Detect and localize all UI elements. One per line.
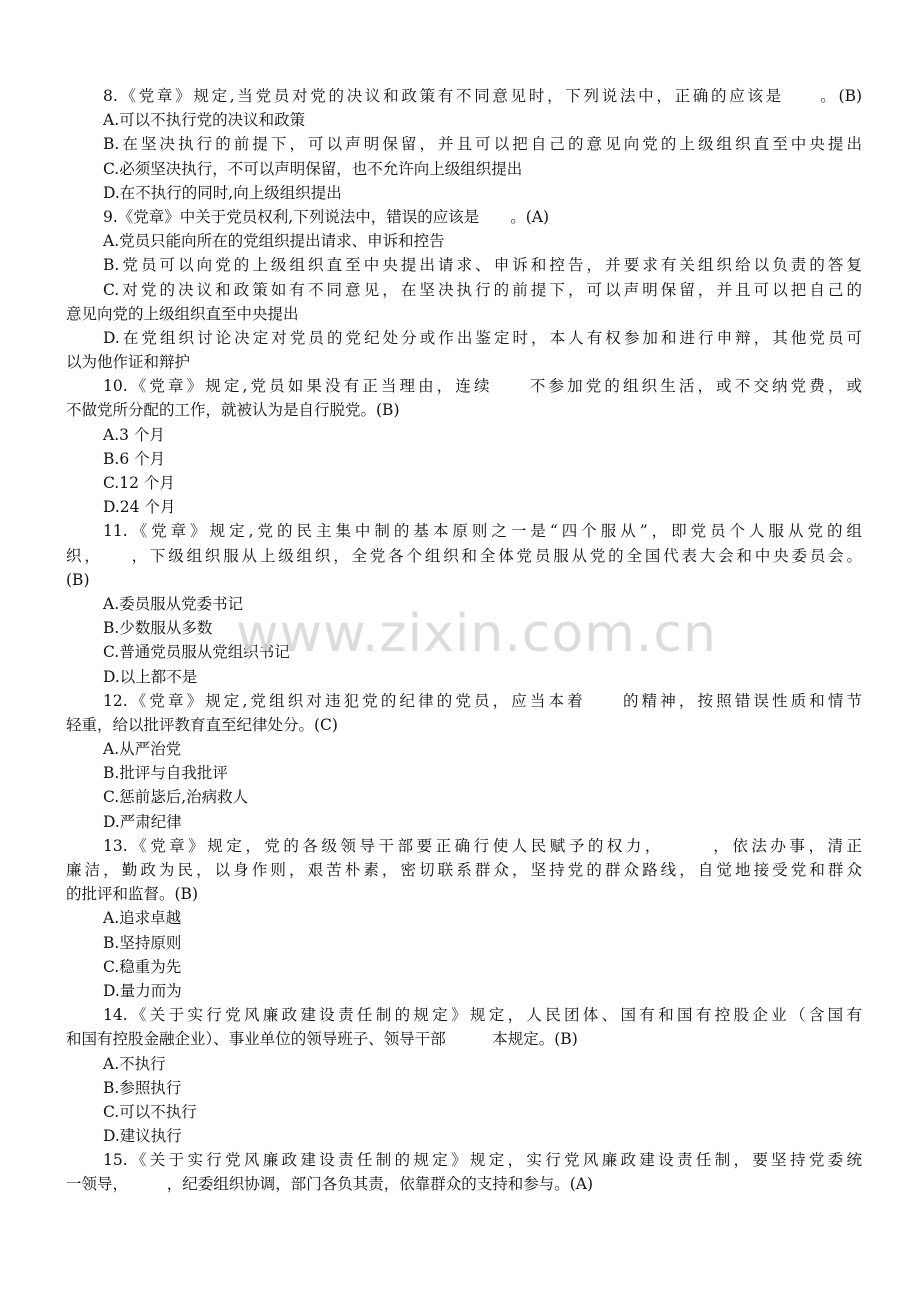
text-line: B.坚持原则: [103, 933, 182, 952]
text-line: D.24 个月: [103, 498, 176, 517]
text-line: D.在党组织讨论决定对党员的党纪处分或作出鉴定时，本人有权参加和进行申辩，其他党员可: [103, 328, 862, 347]
text-line: D.严肃纪律: [103, 812, 182, 831]
text-line: D.量力而为: [103, 981, 182, 1000]
text-line: 11.《党章》规定,党的民主集中制的基本原则之一是“四个服从”，即党员个人服从党的组: [103, 522, 862, 541]
text-line: C.惩前毖后,治病救人: [103, 788, 249, 807]
text-line: 14.《关于实行党风廉政建设责任制的规定》规定，人民团体、国有和国有控股企业（含国有: [103, 1006, 862, 1025]
text-line: 不做党所分配的工作，就被认为是自行脱党。(B): [66, 401, 400, 420]
text-line: 8.《党章》规定,当党员对党的决议和政策有不同意见时，下列说法中，正确的应该是 。(B): [103, 87, 862, 105]
text-line: 10.《党章》规定,党员如果没有正当理由，连续 不参加党的组织生活，或不交纳党费，或: [103, 377, 862, 396]
text-line: A.不执行: [103, 1054, 166, 1073]
text-line: A.追求卓越: [103, 909, 182, 928]
text-line: 和国有控股金融企业）、事业单位的领导班子、领导干部 本规定。(B): [66, 1030, 578, 1049]
text-line: 织， ，下级组织服从上级组织，全党各个组织和全体党员服从党的全国代表大会和中央委员会。: [66, 546, 862, 565]
text-line: B.参照执行: [103, 1078, 182, 1097]
text-line: C.必须坚决执行，不可以声明保留，也不允许向上级组织提出: [103, 159, 523, 178]
text-line: A.从严治党: [103, 740, 182, 759]
text-line: 的批评和监督。(B): [66, 885, 198, 904]
text-line: B.6 个月: [103, 449, 166, 468]
text-line: D.在不执行的同时,向上级组织提出: [103, 183, 342, 202]
text-line: 以为他作证和辩护: [66, 353, 191, 372]
text-line: A.党员只能向所在的党组织提出请求、申诉和控告: [103, 232, 445, 251]
text-line: A.可以不执行党的决议和政策: [103, 111, 306, 130]
text-line: B.在坚决执行的前提下，可以声明保留，并且可以把自己的意见向党的上级组织直至中央提出: [103, 135, 862, 154]
text-line: B.党员可以向党的上级组织直至中央提出请求、申诉和控告，并要求有关组织给以负责的答复: [103, 256, 862, 275]
text-line: A.3 个月: [103, 425, 165, 444]
text-line: C.12 个月: [103, 474, 175, 492]
text-line: (B): [66, 570, 90, 589]
text-line: 12.《党章》规定,党组织对违犯党的纪律的党员，应当本着 的精神，按照错误性质和情节: [103, 691, 862, 710]
text-line: 15.《关于实行党风廉政建设责任制的规定》规定，实行党风廉政建设责任制，要坚持党委统: [103, 1151, 862, 1170]
text-line: 廉洁，勤政为民，以身作则，艰苦朴素，密切联系群众，坚持党的群众路线，自觉地接受党和群众: [66, 861, 862, 879]
text-line: C.普通党员服从党组织书记: [103, 643, 290, 662]
text-line: B.批评与自我批评: [103, 764, 228, 783]
text-line: D.以上都不是: [103, 667, 198, 686]
text-line: 轻重，给以批评教育直至纪律处分。(C): [66, 715, 338, 734]
text-line: C.稳重为先: [103, 957, 182, 976]
text-line: 意见向党的上级组织直至中央提出: [66, 304, 299, 323]
text-line: A.委员服从党委书记: [103, 594, 244, 613]
text-line: D.建议执行: [103, 1127, 182, 1146]
watermark-text: www.zixin.com.cn: [236, 604, 717, 664]
text-line: C.对党的决议和政策如有不同意见，在坚决执行的前提下，可以声明保留，并且可以把自己的: [103, 280, 862, 299]
text-line: 9.《党章》中关于党员权利,下列说法中，错误的应该是 。(A): [103, 207, 550, 226]
text-line: 13.《党章》规定，党的各级领导干部要正确行使人民赋予的权力， ，依法办事，清正: [103, 836, 862, 855]
text-line: 一领导， ，纪委组织协调，部门各负其责，依靠群众的支持和参与。(A): [66, 1175, 594, 1194]
text-line: C.可以不执行: [103, 1102, 197, 1121]
text-line: B.少数服从多数: [103, 619, 213, 638]
